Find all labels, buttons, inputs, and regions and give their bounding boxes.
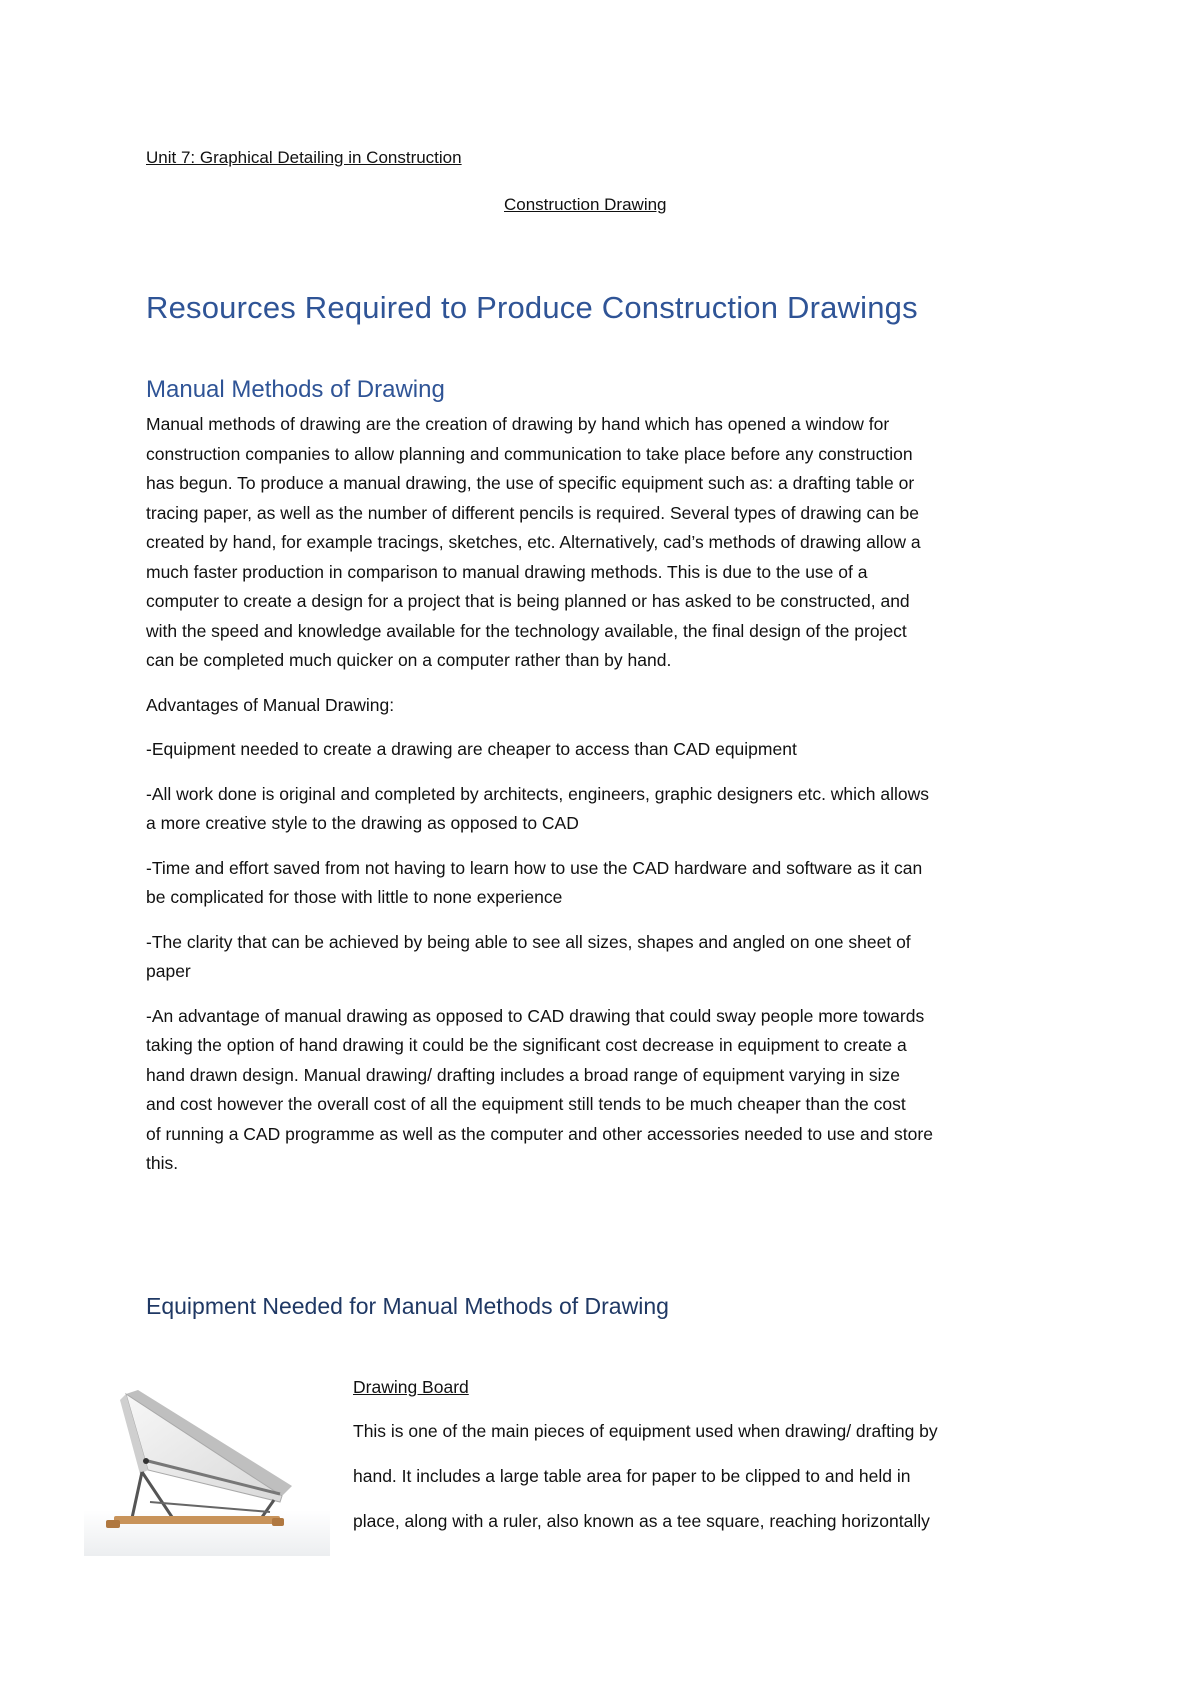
drawing-board-line: place, along with a ruler, also known as a tee square, reaching horizontally <box>353 1511 930 1531</box>
drawing-board-image <box>84 1390 330 1556</box>
drawing-board-line: This is one of the main pieces of equipment used when drawing/ drafting by <box>353 1421 938 1441</box>
section-heading-manual: Manual Methods of Drawing <box>146 376 445 403</box>
paragraph-line: much faster production in comparison to manual drawing methods. This is due to the use of a <box>146 561 868 582</box>
advantage-item: be complicated for those with little to none experience <box>146 887 563 907</box>
advantage-item: -All work done is original and completed by architects, engineers, graphic designers etc. which allows <box>146 783 930 804</box>
section-heading-equipment: Equipment Needed for Manual Methods of Drawing <box>146 1293 669 1319</box>
advantage-item: -Equipment needed to create a drawing are cheaper to access than CAD equipment <box>146 739 797 759</box>
advantage-item: of running a CAD programme as well as the computer and other accessories needed to use and store <box>146 1123 933 1144</box>
unit-title: Unit 7: Graphical Detailing in Construction <box>146 148 462 167</box>
advantage-item: taking the option of hand drawing it could be the significant cost decrease in equipment to create a <box>146 1035 907 1055</box>
paragraph-line: computer to create a design for a project that is being planned or has asked to be constructed, and <box>146 591 910 611</box>
drawing-board-line: hand. It includes a large table area for paper to be clipped to and held in <box>353 1466 911 1486</box>
paragraph-line: created by hand, for example tracings, sketches, etc. Alternatively, cad’s methods of drawing allow a <box>146 532 921 552</box>
drawing-board-title: Drawing Board <box>353 1377 469 1397</box>
advantage-item: a more creative style to the drawing as opposed to CAD <box>146 813 579 833</box>
paragraph-line: with the speed and knowledge available for the technology available, the final design of the project <box>146 620 907 641</box>
advantage-item: paper <box>146 961 191 981</box>
manual-section-body <box>146 410 1066 1179</box>
advantage-item: -The clarity that can be achieved by being able to see all sizes, shapes and angled on one sheet of <box>146 931 911 952</box>
document-subtitle: Construction Drawing <box>504 195 667 214</box>
paragraph-line: construction companies to allow planning and communication to take place before any construction <box>146 443 913 464</box>
advantage-item: and cost however the overall cost of all the equipment still tends to be much cheaper than the cost <box>146 1094 906 1114</box>
advantage-item: -An advantage of manual drawing as opposed to CAD drawing that could sway people more towards <box>146 1005 925 1026</box>
advantages-heading: Advantages of Manual Drawing: <box>146 694 395 715</box>
advantage-item: hand drawn design. Manual drawing/ drafting includes a broad range of equipment varying in size <box>146 1064 900 1085</box>
advantage-item: this. <box>146 1153 179 1173</box>
advantage-item: -Time and effort saved from not having to learn how to use the CAD hardware and software as it can <box>146 857 923 878</box>
paragraph-line: tracing paper, as well as the number of different pencils is required. Several types of drawing can be <box>146 502 920 523</box>
drawing-board-section <box>353 1375 938 1544</box>
paragraph-line: has begun. To produce a manual drawing, the use of specific equipment such as: a drafting table or <box>146 473 915 493</box>
page-title: Resources Required to Produce Construction Drawings <box>146 290 918 325</box>
paragraph-line: can be completed much quicker on a computer rather than by hand. <box>146 650 672 670</box>
paragraph-line: Manual methods of drawing are the creation of drawing by hand which has opened a window for <box>146 414 890 434</box>
